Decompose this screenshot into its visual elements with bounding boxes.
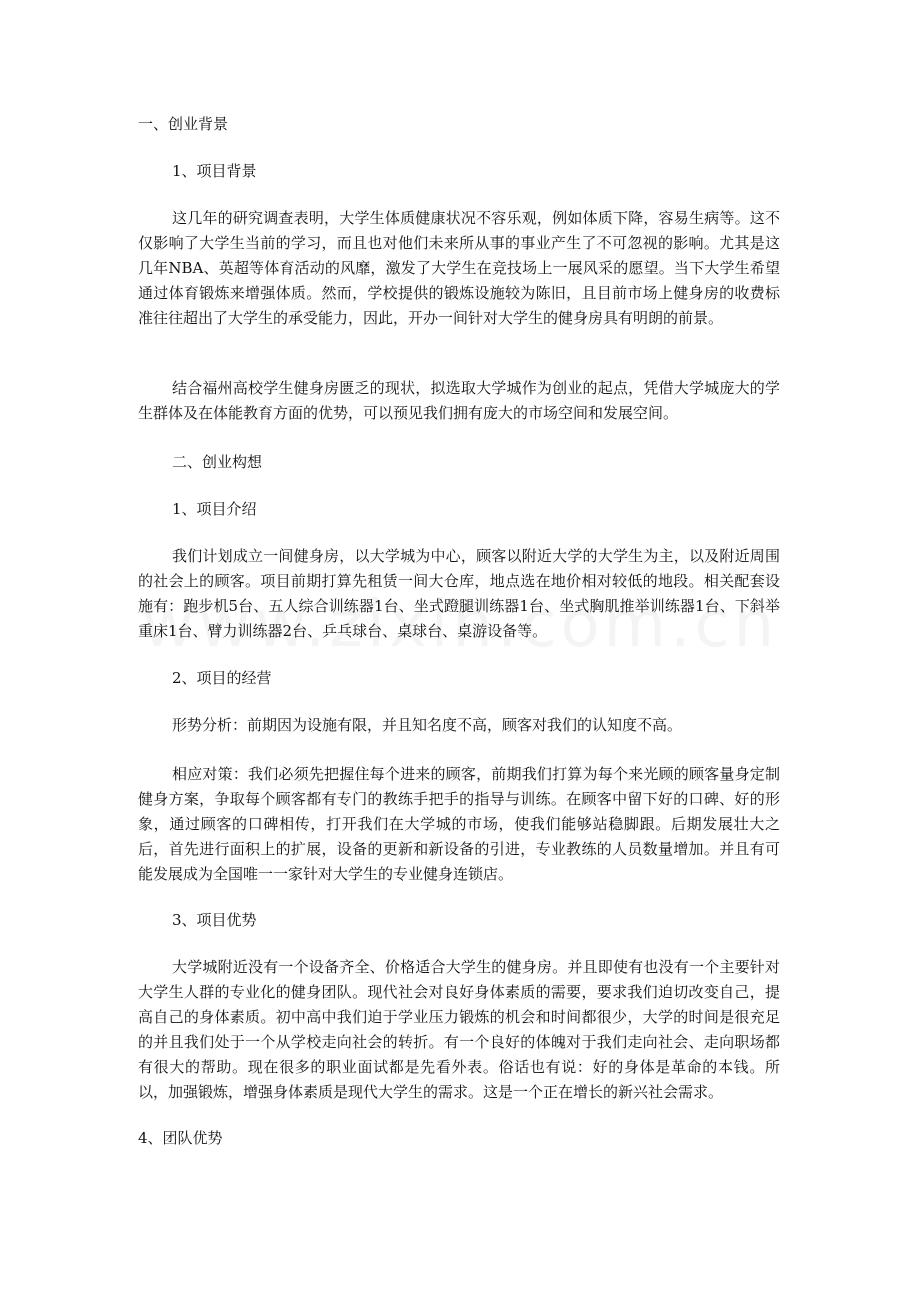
paragraph-project-background: 这几年的研究调查表明，大学生体质健康状况不容乐观，例如体质下降，容易生病等。这不仅影响了大学生当前的学习，而且也对他们未来所从事的事业产生了不可忽视的影响。尤其是这几年NBA、英超等体育活动的风靡，激发了大学生在竞技场上一展风采的愿望。当下大学生希望通过体育锻炼来增强体质。然而，学校提供的锻炼设施较为陈旧，且目前市场上健身房的收费标准往往超出了大学生的承受能力，因此，开办一间针对大学生的健身房具有明朗的前景。: [138, 209, 780, 327]
subsection-title-team-advantages: 4、团队优势: [138, 1129, 223, 1147]
subsection-title-advantages: 3、项目优势: [172, 911, 257, 929]
paragraph-situation-analysis: 形势分析：前期因为设施有限，并且知名度不高，顾客对我们的认知度不高。: [172, 716, 683, 734]
subsection-title-project-background: 1、项目背景: [172, 162, 257, 180]
paragraph-project-advantages: 大学城附近没有一个设备齐全、价格适合大学生的健身房。并且即使有也没有一个主要针对大学生人群的专业化的健身团队。现代社会对良好身体素质的需要，要求我们迫切改变自己，提高自己的身体素质。初中高中我们迫于学业压力锻炼的机会和时间都很少，大学的时间是很充足的并且我们处于一个从学校走向社会的转折。有一个良好的体魄对于我们走向社会、走向职场都有很大的帮助。现在很多的职业面试都是先看外表。俗话也有说：好的身体是革命的本钱。所以，加强锻炼，增强身体素质是现代大学生的需求。这是一个正在增长的新兴社会需求。: [138, 958, 780, 1101]
section-title-background: 一、创业背景: [138, 115, 229, 133]
paragraph-fuzhou-market: 结合福州高校学生健身房匮乏的现状，拟选取大学城作为创业的起点，凭借大学城庞大的学生群体及在体能教育方面的优势，可以预见我们拥有庞大的市场空间和发展空间。: [138, 379, 780, 422]
subsection-title-operations: 2、项目的经营: [172, 669, 272, 687]
paragraph-countermeasures: 相应对策：我们必须先把握住每个进来的顾客，前期我们打算为每个来光顾的顾客量身定制健身方案，争取每个顾客都有专门的教练手把手的指导与训练。在顾客中留下好的口碑、好的形象，通过顾客的口碑相传，打开我们在大学城的市场，使我们能够站稳脚跟。后期发展壮大之后，首先进行面积上的扩展，设备的更新和新设备的引进，专业教练的人员数量增加。并且有可能发展成为全国唯一一家针对大学生的专业健身连锁店。: [138, 765, 780, 883]
section-title-concept: 二、创业构想: [172, 453, 263, 471]
paragraph-project-intro: 我们计划成立一间健身房，以大学城为中心，顾客以附近大学的大学生为主，以及附近周围的社会上的顾客。项目前期打算先租赁一间大仓库，地点选在地价相对较低的地段。相关配套设施有：跑步机5台、五人综合训练器1台、坐式蹬腿训练器1台、坐式胸肌推举训练器1台、下斜举重床1台、臂力训练器2台、乒乓球台、桌球台、桌游设备等。: [138, 547, 780, 640]
subsection-title-project-intro: 1、项目介绍: [172, 500, 257, 518]
